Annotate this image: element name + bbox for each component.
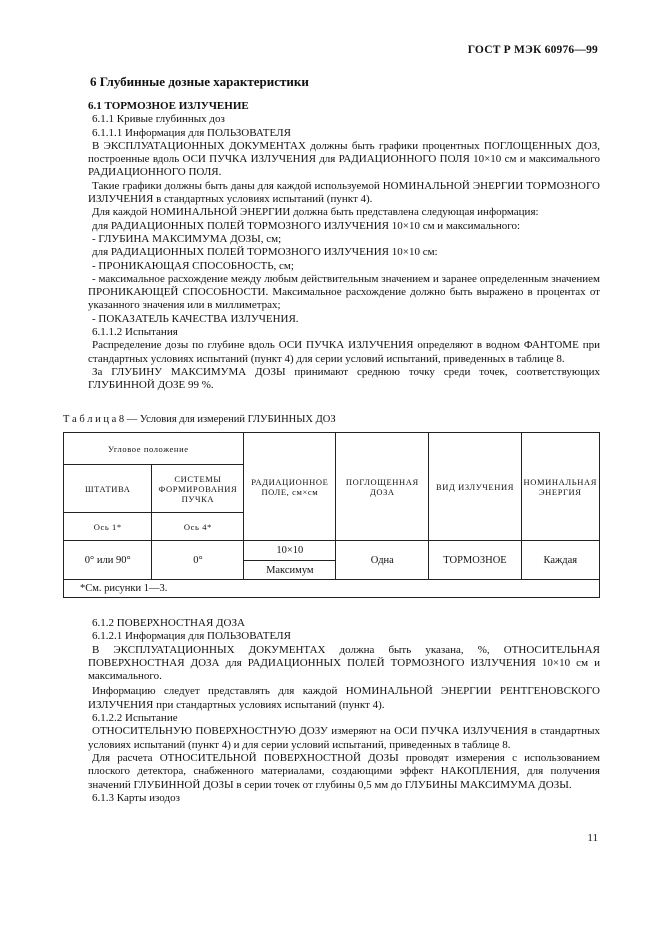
paragraph: ОТНОСИТЕЛЬНУЮ ПОВЕРХНОСТНУЮ ДОЗУ измеряют на ОСИ ПУЧКА ИЗЛУЧЕНИЯ в стандартных условиях испытаний (пункт 4) и для серии условий испытаний, приведенных в таблице 8. <box>88 725 600 751</box>
paragraph: Распределение дозы по глубине вдоль ОСИ ПУЧКА ИЗЛУЧЕНИЯ определяют в водном ФАНТОМЕ при стандартных условиях испытаний (пункт 4) для серии условий испытаний, приведенных в таблице 8. <box>88 339 600 365</box>
paragraph: За ГЛУБИНУ МАКСИМУМА ДОЗЫ принимают среднюю точку среди точек, соответствующих ГЛУБИННОЙ ДОЗЕ 99 %. <box>88 365 600 392</box>
document-header: ГОСТ Р МЭК 60976—99 <box>467 44 598 56</box>
heading-6-1-1-2: 6.1.1.2 Испытания <box>92 326 178 339</box>
heading-6-1-1-1: 6.1.1.1 Информация для ПОЛЬЗОВАТЕЛЯ <box>92 126 291 139</box>
stand-value: 0° или 90° <box>64 541 152 580</box>
list-item: - максимальное расхождение между любым действительным значением и заранее определенным значением ПРОНИКАЮЩЕЙ СПОСОБНОСТИ. Максимальное расхождение должно быть выражено в процентах от указанного значения или в миллиметрах; <box>88 272 600 312</box>
field-value-10x10: 10×10 <box>244 541 336 561</box>
section-6-1-body <box>88 100 600 393</box>
radiation-type-value: ТОРМОЗНОЕ <box>429 541 521 580</box>
heading-6-1-1: 6.1.1 Кривые глубинных доз <box>92 113 225 126</box>
heading-6-1-2-1: 6.1.2.1 Информация для ПОЛЬЗОВАТЕЛЯ <box>92 630 291 643</box>
paragraph: Такие графики должны быть даны для каждой используемой НОМИНАЛЬНОЙ ЭНЕРГИИ ТОРМОЗНОГО ИЗЛУЧЕНИЯ в стандартных условиях испытаний (пункт 4). <box>88 179 600 206</box>
paragraph: В ЭКСПЛУАТАЦИОННЫХ ДОКУМЕНТАХ должна быть указана, %, ОТНОСИТЕЛЬНАЯ ПОВЕРХНОСТНАЯ ДОЗА для РАДИАЦИОННЫХ ПОЛЕЙ ТОРМОЗНОГО ИЗЛУЧЕНИЯ 10×10 см и максимального. <box>88 643 600 683</box>
field-header: РАДИАЦИОННОЕ ПОЛЕ, см×см <box>244 433 336 541</box>
angular-position-header: Угловое положение <box>64 433 244 465</box>
section-6-1-2-body <box>88 617 600 805</box>
list-item: - ПРОНИКАЮЩАЯ СПОСОБНОСТЬ, см; <box>92 259 294 272</box>
list-item: - ГЛУБИНА МАКСИМУМА ДОЗЫ, см; <box>92 232 282 245</box>
energy-value: Каждая <box>521 541 599 580</box>
list-item: - ПОКАЗАТЕЛЬ КАЧЕСТВА ИЗЛУЧЕНИЯ. <box>92 312 299 325</box>
table-footnote: *См. рисунки 1—3. <box>64 580 600 598</box>
heading-6-1-3: 6.1.3 Карты изодоз <box>92 791 180 804</box>
field-value-max: Максимум <box>244 561 336 580</box>
dose-value: Одна <box>336 541 429 580</box>
heading-6-1-2: 6.1.2 ПОВЕРХНОСТНАЯ ДОЗА <box>92 617 245 629</box>
energy-header: НОМИНАЛЬНАЯ ЭНЕРГИЯ <box>521 433 599 541</box>
section-title: 6 Глубинные дозные характеристики <box>90 74 309 89</box>
system-header: СИСТЕМЫ ФОРМИРОВАНИЯ ПУЧКА <box>152 465 244 513</box>
axis-4-cell: Ось 4* <box>152 513 244 541</box>
paragraph: Для каждой НОМИНАЛЬНОЙ ЭНЕРГИИ должна быть представлена следующая информация: <box>92 206 539 219</box>
page-number: 11 <box>587 832 598 844</box>
paragraph: В ЭКСПЛУАТАЦИОННЫХ ДОКУМЕНТАХ должны быть графики процентных ПОГЛОЩЕННЫХ ДОЗ, построенные вдоль ОСИ ПУЧКА ИЗЛУЧЕНИЯ для РАДИАЦИОННОГО ПОЛЯ 10×10 см и максимального РАДИАЦИОННОГО ПОЛЯ. <box>88 139 600 179</box>
stand-header: ШТАТИВА <box>64 465 152 513</box>
paragraph: для РАДИАЦИОННЫХ ПОЛЕЙ ТОРМОЗНОГО ИЗЛУЧЕНИЯ 10×10 см: <box>92 246 438 259</box>
paragraph: Информацию следует представлять для каждой НОМИНАЛЬНОЙ ЭНЕРГИИ РЕНТГЕНОВСКОГО ИЗЛУЧЕНИЯ при стандартных условиях испытаний (пункт 4). <box>88 685 600 711</box>
table-caption: Т а б л и ц а 8 — Условия для измерений ГЛУБИННЫХ ДОЗ <box>63 414 336 425</box>
heading-6-1-2-2: 6.1.2.2 Испытание <box>92 712 178 725</box>
system-value: 0° <box>152 541 244 580</box>
heading-6-1: 6.1 ТОРМОЗНОЕ ИЗЛУЧЕНИЕ <box>88 100 249 112</box>
table-8 <box>63 432 600 598</box>
radiation-type-header: ВИД ИЗЛУЧЕНИЯ <box>429 433 521 541</box>
paragraph: для РАДИАЦИОННЫХ ПОЛЕЙ ТОРМОЗНОГО ИЗЛУЧЕНИЯ 10×10 см и максимального: <box>92 219 521 232</box>
dose-header: ПОГЛОЩЕННАЯ ДОЗА <box>336 433 429 541</box>
paragraph: Для расчета ОТНОСИТЕЛЬНОЙ ПОВЕРХНОСТНОЙ ДОЗЫ проводят измерения с использованием плоского детектора, снабженного материалами, создающими эффект НАКОПЛЕНИЯ, для получения значений ГЛУБИННОЙ ДОЗЫ в серии точек от глубины 0,5 мм до ГЛУБИНЫ МАКСИМУМА ДОЗЫ. <box>88 751 600 791</box>
axis-1-cell: Ось 1* <box>64 513 152 541</box>
